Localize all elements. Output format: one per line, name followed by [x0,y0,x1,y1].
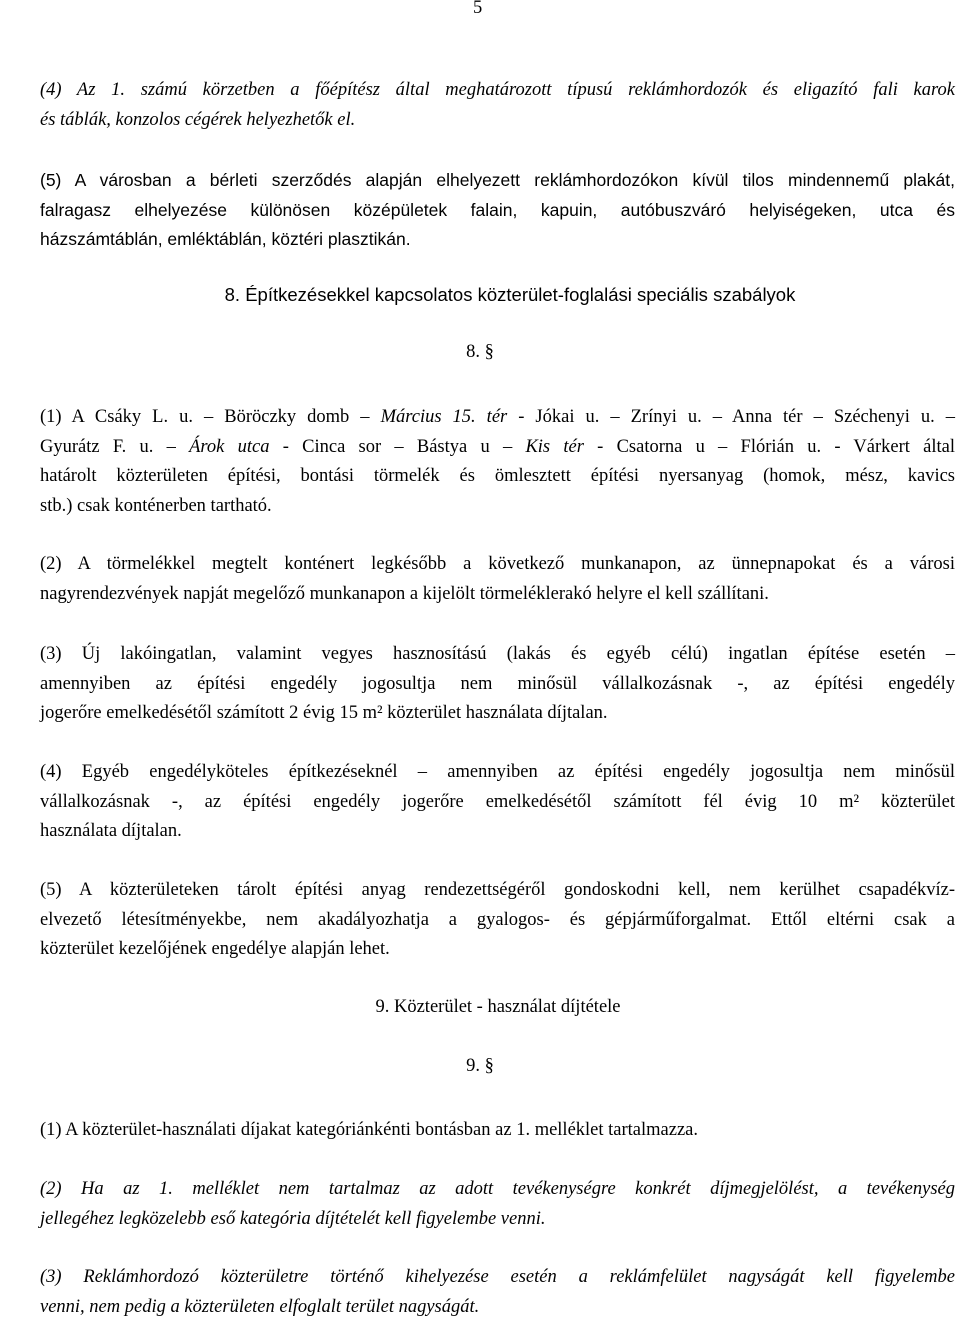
paragraph-line: stb.) csak konténerben tartható. [40,492,955,522]
paragraph-line: határolt közterületen építési, bontási törmelék és ömlesztett építési nyersanyag (homok, mész, kavics [40,462,955,492]
paragraph-line: és táblák, konzolos cégérek helyezhetők el. [40,106,955,136]
section-9-heading: 9. Közterület - használat díjtétele [18,997,960,1018]
paragraph-line: amennyiben az építési engedély jogosultja nem minősül vállalkozásnak -, az építési engedély [40,670,955,700]
paragraph-line: (5) A közterületeken tárolt építési anyag rendezettségéről gondoskodni kell, nem kerülhet csapadékvíz- [40,876,955,906]
paragraph-line: (2) A törmelékkel megtelt konténert legkésőbb a következő munkanapon, az ünnepnapokat és a városi [40,550,955,580]
paragraph-line: Gyurátz F. u. – Árok utca - Cinca sor – Bástya u – Kis tér - Csatorna u – Flórián u. - Várkert által [40,433,955,463]
paragraph-line: (3) Új lakóingatlan, valamint vegyes hasznosítású (lakás és egyéb célú) ingatlan építése esetén – [40,640,955,670]
paragraph-line: (5) A városban a bérleti szerződés alapján elhelyezett reklámhordozókon kívül tilos mindennemű plakát, [40,166,955,196]
paragraph-line: jellegéhez legközelebb eső kategória díjtételét kell figyelembe venni. [40,1205,955,1235]
section-8-paragraph-4 [40,758,955,847]
paragraph-5-top [40,166,955,255]
section-8-heading: 8. Építkezésekkel kapcsolatos közterület-foglalási speciális szabályok [30,284,960,306]
section-9-sign: 9. § [0,1056,960,1077]
section-9-paragraph-3 [40,1263,955,1322]
paragraph-line: venni, nem pedig a közterületen elfoglalt terület nagyságát. [40,1293,955,1322]
section-9-paragraph-2 [40,1175,955,1234]
section-9-paragraph-1 [40,1116,955,1146]
paragraph-line: közterület kezelőjének engedélye alapján lehet. [40,935,955,965]
paragraph-4-top [40,76,955,135]
section-8-paragraph-5 [40,876,955,965]
paragraph-line: (1) A Csáky L. u. – Böröczky domb – Március 15. tér - Jókai u. – Zrínyi u. – Anna tér – Széchenyi u. – [40,403,955,433]
section-8-paragraph-3 [40,640,955,729]
paragraph-line: (4) Egyéb engedélyköteles építkezéseknél – amennyiben az építési engedély jogosultja nem minősül [40,758,955,788]
section-8-sign: 8. § [0,342,960,363]
section-8-paragraph-1 [40,403,955,521]
paragraph-line: elvezető létesítményekbe, nem akadályozhatja a gyalogos- és gépjárműforgalmat. Ettől eltérni csak a [40,906,955,936]
paragraph-line: (3) Reklámhordozó közterületre történő kihelyezése esetén a reklámfelület nagyságát kell figyelembe [40,1263,955,1293]
paragraph-line: használata díjtalan. [40,817,955,847]
paragraph-line: falragasz elhelyezése különösen középületek falain, kapuin, autóbuszváró helyiségeken, utca és [40,196,955,226]
paragraph-line: jogerőre emelkedésétől számított 2 évig 15 m² közterület használata díjtalan. [40,699,955,729]
paragraph-line: (1) A közterület-használati díjakat kategóriánkénti bontásban az 1. melléklet tartalmazza. [40,1116,955,1146]
paragraph-line: nagyrendezvények napját megelőző munkanapon a kijelölt törmeléklerakó helyre el kell szállítani. [40,580,955,610]
paragraph-line: (4) Az 1. számú körzetben a főépítész által meghatározott típusú reklámhordozók és eligazító fali karok [40,76,955,106]
paragraph-line: (2) Ha az 1. melléklet nem tartalmaz az adott tevékenységre konkrét díjmegjelölést, a tevékenység [40,1175,955,1205]
paragraph-line: házszámtáblán, emléktáblán, köztéri plasztikán. [40,225,955,255]
section-8-paragraph-2 [40,550,955,609]
paragraph-line: vállalkozásnak -, az építési engedély jogerőre emelkedésétől számított fél évig 10 m² közterület [40,788,955,818]
page-number: 5 [473,0,482,19]
